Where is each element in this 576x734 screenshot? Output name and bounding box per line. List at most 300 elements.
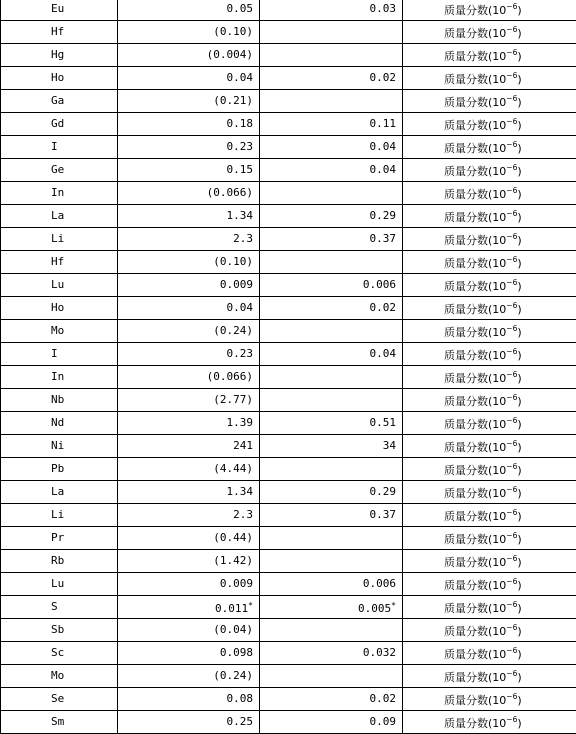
unit-cell [403, 458, 576, 481]
unit-exponent: −6 [506, 140, 517, 149]
table-row [1, 435, 576, 458]
value-1-cell [118, 320, 260, 343]
value-2-cell [260, 527, 403, 550]
unit-open: (10 [488, 418, 506, 431]
value-2-cell [260, 297, 403, 320]
unit-close: ) [517, 671, 521, 684]
unit-exponent: −6 [506, 508, 517, 517]
value-2-cell [260, 642, 403, 665]
unit-open: (10 [488, 372, 506, 385]
element-symbol-cell: In [1, 182, 118, 205]
value-text: 0.08 [227, 692, 254, 705]
unit-open: (10 [488, 303, 506, 316]
element-symbol-cell: Li [1, 504, 118, 527]
element-symbol-cell: Sc [1, 642, 118, 665]
value-text: (0.24) [213, 324, 253, 337]
value-text: 0.37 [370, 508, 397, 521]
unit-close: ) [517, 303, 521, 316]
unit-close: ) [517, 73, 521, 86]
unit-open: (10 [488, 211, 506, 224]
value-text: 0.009 [220, 577, 253, 590]
unit-label: 质量分数 [444, 119, 488, 132]
table-row [1, 458, 576, 481]
value-2-cell [260, 481, 403, 504]
value-1-cell [118, 205, 260, 228]
value-1-cell [118, 0, 260, 21]
value-text: (0.21) [213, 94, 253, 107]
element-symbol-cell: Pr [1, 527, 118, 550]
value-1-cell [118, 159, 260, 182]
element-symbol-cell: Se [1, 688, 118, 711]
table-row [1, 688, 576, 711]
value-1-cell [118, 389, 260, 412]
unit-cell [403, 366, 576, 389]
unit-open: (10 [488, 349, 506, 362]
unit-cell [403, 343, 576, 366]
unit-label: 质量分数 [444, 257, 488, 270]
unit-exponent: −6 [506, 117, 517, 126]
unit-open: (10 [488, 280, 506, 293]
value-text: 0.09 [370, 715, 397, 728]
value-text: (0.04) [213, 623, 253, 636]
unit-exponent: −6 [506, 2, 517, 11]
unit-exponent: −6 [506, 462, 517, 471]
value-1-cell [118, 228, 260, 251]
value-text: 0.006 [363, 577, 396, 590]
unit-label: 质量分数 [444, 464, 488, 477]
value-1-cell [118, 182, 260, 205]
element-symbol-cell: Ga [1, 90, 118, 113]
unit-close: ) [517, 487, 521, 500]
element-symbol-cell: Ge [1, 159, 118, 182]
footnote-mark: * [391, 601, 396, 610]
value-1-cell [118, 297, 260, 320]
table-row [1, 67, 576, 90]
element-symbol-cell: Li [1, 228, 118, 251]
table-row [1, 113, 576, 136]
table-row [1, 389, 576, 412]
unit-open: (10 [488, 395, 506, 408]
table-row [1, 182, 576, 205]
element-symbol-cell: Hg [1, 44, 118, 67]
unit-close: ) [517, 625, 521, 638]
unit-close: ) [517, 165, 521, 178]
unit-label: 质量分数 [444, 349, 488, 362]
unit-close: ) [517, 349, 521, 362]
element-symbol-cell: Nd [1, 412, 118, 435]
value-1-cell [118, 67, 260, 90]
table-row [1, 44, 576, 67]
unit-label: 质量分数 [444, 533, 488, 546]
element-symbol-cell: Gd [1, 113, 118, 136]
unit-cell [403, 274, 576, 297]
unit-label: 质量分数 [444, 694, 488, 707]
value-text: 0.11 [370, 117, 397, 130]
value-1-cell [118, 665, 260, 688]
value-text: (0.066) [207, 186, 253, 199]
unit-label: 质量分数 [444, 487, 488, 500]
unit-close: ) [517, 280, 521, 293]
value-1-cell [118, 688, 260, 711]
value-text: 1.34 [227, 209, 254, 222]
element-symbol-cell: Lu [1, 573, 118, 596]
value-1-cell [118, 711, 260, 734]
element-symbol-cell: Pb [1, 458, 118, 481]
unit-close: ) [517, 257, 521, 270]
value-1-cell [118, 113, 260, 136]
unit-close: ) [517, 556, 521, 569]
unit-cell [403, 21, 576, 44]
unit-open: (10 [488, 326, 506, 339]
unit-exponent: −6 [506, 186, 517, 195]
unit-close: ) [517, 441, 521, 454]
value-text: 1.39 [227, 416, 254, 429]
table-row [1, 366, 576, 389]
value-text: 0.23 [227, 140, 254, 153]
unit-close: ) [517, 372, 521, 385]
unit-open: (10 [488, 50, 506, 63]
element-symbol-cell: Mo [1, 665, 118, 688]
value-text: (0.44) [213, 531, 253, 544]
value-1-cell [118, 596, 260, 619]
table-row [1, 619, 576, 642]
table-row [1, 21, 576, 44]
value-text: (0.10) [213, 255, 253, 268]
unit-label: 质量分数 [444, 211, 488, 224]
unit-cell [403, 44, 576, 67]
value-1-cell [118, 550, 260, 573]
value-text: 0.04 [227, 301, 254, 314]
unit-exponent: −6 [506, 301, 517, 310]
unit-exponent: −6 [506, 646, 517, 655]
value-text: (2.77) [213, 393, 253, 406]
unit-open: (10 [488, 510, 506, 523]
unit-label: 质量分数 [444, 418, 488, 431]
unit-label: 质量分数 [444, 671, 488, 684]
unit-cell [403, 573, 576, 596]
value-1-cell [118, 274, 260, 297]
value-1-cell [118, 573, 260, 596]
unit-close: ) [517, 96, 521, 109]
table-row [1, 320, 576, 343]
element-symbol-cell: La [1, 205, 118, 228]
value-text: 0.04 [227, 71, 254, 84]
unit-label: 质量分数 [444, 73, 488, 86]
value-1-cell [118, 458, 260, 481]
unit-exponent: −6 [506, 347, 517, 356]
unit-label: 质量分数 [444, 96, 488, 109]
value-text: 0.03 [370, 2, 397, 15]
value-1-cell [118, 343, 260, 366]
value-2-cell [260, 44, 403, 67]
unit-exponent: −6 [506, 71, 517, 80]
unit-close: ) [517, 4, 521, 17]
value-text: (1.42) [213, 554, 253, 567]
value-1-cell [118, 481, 260, 504]
value-1-cell [118, 619, 260, 642]
unit-close: ) [517, 142, 521, 155]
unit-exponent: −6 [506, 692, 517, 701]
unit-exponent: −6 [506, 554, 517, 563]
unit-cell [403, 228, 576, 251]
unit-cell [403, 205, 576, 228]
table-row [1, 711, 576, 734]
value-text: 0.04 [370, 140, 397, 153]
footnote-mark: * [248, 601, 253, 610]
unit-cell [403, 320, 576, 343]
unit-label: 质量分数 [444, 188, 488, 201]
element-symbol-cell: Lu [1, 274, 118, 297]
unit-label: 质量分数 [444, 372, 488, 385]
unit-exponent: −6 [506, 393, 517, 402]
unit-cell [403, 642, 576, 665]
unit-open: (10 [488, 188, 506, 201]
unit-exponent: −6 [506, 439, 517, 448]
unit-exponent: −6 [506, 416, 517, 425]
unit-cell [403, 67, 576, 90]
value-1-cell [118, 21, 260, 44]
value-text: (0.10) [213, 25, 253, 38]
value-text: (4.44) [213, 462, 253, 475]
value-2-cell [260, 665, 403, 688]
value-2-cell [260, 343, 403, 366]
element-symbol-cell: Ni [1, 435, 118, 458]
value-text: 0.009 [220, 278, 253, 291]
value-2-cell [260, 205, 403, 228]
unit-cell [403, 113, 576, 136]
unit-open: (10 [488, 464, 506, 477]
unit-exponent: −6 [506, 669, 517, 678]
unit-close: ) [517, 326, 521, 339]
unit-cell [403, 90, 576, 113]
table-row [1, 274, 576, 297]
value-text: 0.23 [227, 347, 254, 360]
unit-open: (10 [488, 4, 506, 17]
unit-exponent: −6 [506, 163, 517, 172]
value-text: 0.02 [370, 692, 397, 705]
unit-cell [403, 504, 576, 527]
element-symbol-cell: I [1, 136, 118, 159]
value-text: 2.3 [233, 508, 253, 521]
table-row [1, 481, 576, 504]
value-1-cell [118, 136, 260, 159]
table-row [1, 412, 576, 435]
value-text: 1.34 [227, 485, 254, 498]
unit-label: 质量分数 [444, 441, 488, 454]
value-text: (0.24) [213, 669, 253, 682]
value-text: 0.005 [358, 602, 391, 615]
value-2-cell [260, 274, 403, 297]
value-2-cell [260, 435, 403, 458]
unit-cell [403, 435, 576, 458]
table-row [1, 159, 576, 182]
unit-close: ) [517, 717, 521, 730]
unit-cell [403, 596, 576, 619]
unit-label: 质量分数 [444, 303, 488, 316]
unit-cell [403, 619, 576, 642]
unit-exponent: −6 [506, 324, 517, 333]
unit-label: 质量分数 [444, 234, 488, 247]
value-1-cell [118, 642, 260, 665]
unit-close: ) [517, 211, 521, 224]
value-2-cell [260, 182, 403, 205]
table-body [1, 0, 576, 734]
table-row [1, 205, 576, 228]
unit-label: 质量分数 [444, 280, 488, 293]
unit-exponent: −6 [506, 255, 517, 264]
value-2-cell [260, 366, 403, 389]
element-symbol-cell: Ho [1, 297, 118, 320]
value-text: 0.18 [227, 117, 254, 130]
unit-open: (10 [488, 441, 506, 454]
value-2-cell [260, 711, 403, 734]
value-text: 0.02 [370, 71, 397, 84]
unit-close: ) [517, 694, 521, 707]
value-2-cell [260, 228, 403, 251]
value-text: 0.006 [363, 278, 396, 291]
unit-open: (10 [488, 234, 506, 247]
unit-exponent: −6 [506, 577, 517, 586]
table-row [1, 343, 576, 366]
unit-label: 质量分数 [444, 4, 488, 17]
value-2-cell [260, 596, 403, 619]
value-text: 0.098 [220, 646, 253, 659]
table-row [1, 251, 576, 274]
unit-exponent: −6 [506, 531, 517, 540]
value-text: 0.37 [370, 232, 397, 245]
unit-cell [403, 159, 576, 182]
value-text: 0.25 [227, 715, 254, 728]
value-1-cell [118, 412, 260, 435]
value-2-cell [260, 320, 403, 343]
table-row [1, 228, 576, 251]
element-symbol-cell: I [1, 343, 118, 366]
unit-exponent: −6 [506, 209, 517, 218]
unit-exponent: −6 [506, 25, 517, 34]
value-2-cell [260, 0, 403, 21]
value-1-cell [118, 504, 260, 527]
unit-open: (10 [488, 27, 506, 40]
unit-label: 质量分数 [444, 27, 488, 40]
unit-cell [403, 251, 576, 274]
unit-open: (10 [488, 717, 506, 730]
unit-exponent: −6 [506, 278, 517, 287]
value-text: 0.032 [363, 646, 396, 659]
value-text: 0.02 [370, 301, 397, 314]
value-text: 0.51 [370, 416, 397, 429]
unit-open: (10 [488, 671, 506, 684]
value-text: 0.29 [370, 485, 397, 498]
unit-close: ) [517, 27, 521, 40]
unit-open: (10 [488, 96, 506, 109]
unit-open: (10 [488, 142, 506, 155]
value-text: (0.004) [207, 48, 253, 61]
unit-close: ) [517, 50, 521, 63]
value-2-cell [260, 67, 403, 90]
unit-exponent: −6 [506, 48, 517, 57]
value-1-cell [118, 435, 260, 458]
unit-exponent: −6 [506, 94, 517, 103]
unit-label: 质量分数 [444, 625, 488, 638]
unit-label: 质量分数 [444, 50, 488, 63]
value-1-cell [118, 90, 260, 113]
unit-cell [403, 481, 576, 504]
table-row [1, 90, 576, 113]
value-2-cell [260, 688, 403, 711]
unit-label: 质量分数 [444, 165, 488, 178]
value-text: 0.05 [227, 2, 254, 15]
value-2-cell [260, 412, 403, 435]
value-text: 0.011 [215, 602, 248, 615]
element-symbol-cell: Nb [1, 389, 118, 412]
unit-label: 质量分数 [444, 717, 488, 730]
value-1-cell [118, 251, 260, 274]
table-row [1, 665, 576, 688]
table-row [1, 550, 576, 573]
unit-exponent: −6 [506, 600, 517, 609]
value-text: 0.04 [370, 347, 397, 360]
table-row [1, 504, 576, 527]
table-row [1, 0, 576, 21]
unit-close: ) [517, 510, 521, 523]
unit-cell [403, 0, 576, 21]
unit-open: (10 [488, 556, 506, 569]
unit-exponent: −6 [506, 715, 517, 724]
unit-label: 质量分数 [444, 579, 488, 592]
unit-close: ) [517, 648, 521, 661]
element-symbol-cell: Mo [1, 320, 118, 343]
unit-cell [403, 389, 576, 412]
value-2-cell [260, 136, 403, 159]
unit-open: (10 [488, 533, 506, 546]
element-symbol-cell: Eu [1, 0, 118, 21]
value-2-cell [260, 113, 403, 136]
unit-close: ) [517, 418, 521, 431]
element-symbol-cell: Hf [1, 251, 118, 274]
unit-cell [403, 550, 576, 573]
element-symbol-cell: Rb [1, 550, 118, 573]
value-text: 34 [383, 439, 396, 452]
unit-label: 质量分数 [444, 142, 488, 155]
table-row [1, 596, 576, 619]
value-2-cell [260, 504, 403, 527]
unit-open: (10 [488, 602, 506, 615]
unit-exponent: −6 [506, 232, 517, 241]
unit-close: ) [517, 533, 521, 546]
value-2-cell [260, 458, 403, 481]
unit-open: (10 [488, 625, 506, 638]
table-row [1, 642, 576, 665]
unit-label: 质量分数 [444, 648, 488, 661]
unit-close: ) [517, 579, 521, 592]
value-2-cell [260, 619, 403, 642]
element-symbol-cell: Hf [1, 21, 118, 44]
unit-cell [403, 297, 576, 320]
value-1-cell [118, 366, 260, 389]
value-text: (0.066) [207, 370, 253, 383]
unit-cell [403, 136, 576, 159]
value-text: 2.3 [233, 232, 253, 245]
element-symbol-cell: In [1, 366, 118, 389]
unit-exponent: −6 [506, 370, 517, 379]
unit-close: ) [517, 119, 521, 132]
unit-close: ) [517, 188, 521, 201]
table-row [1, 136, 576, 159]
value-text: 0.04 [370, 163, 397, 176]
value-1-cell [118, 527, 260, 550]
value-text: 241 [233, 439, 253, 452]
value-text: 0.29 [370, 209, 397, 222]
